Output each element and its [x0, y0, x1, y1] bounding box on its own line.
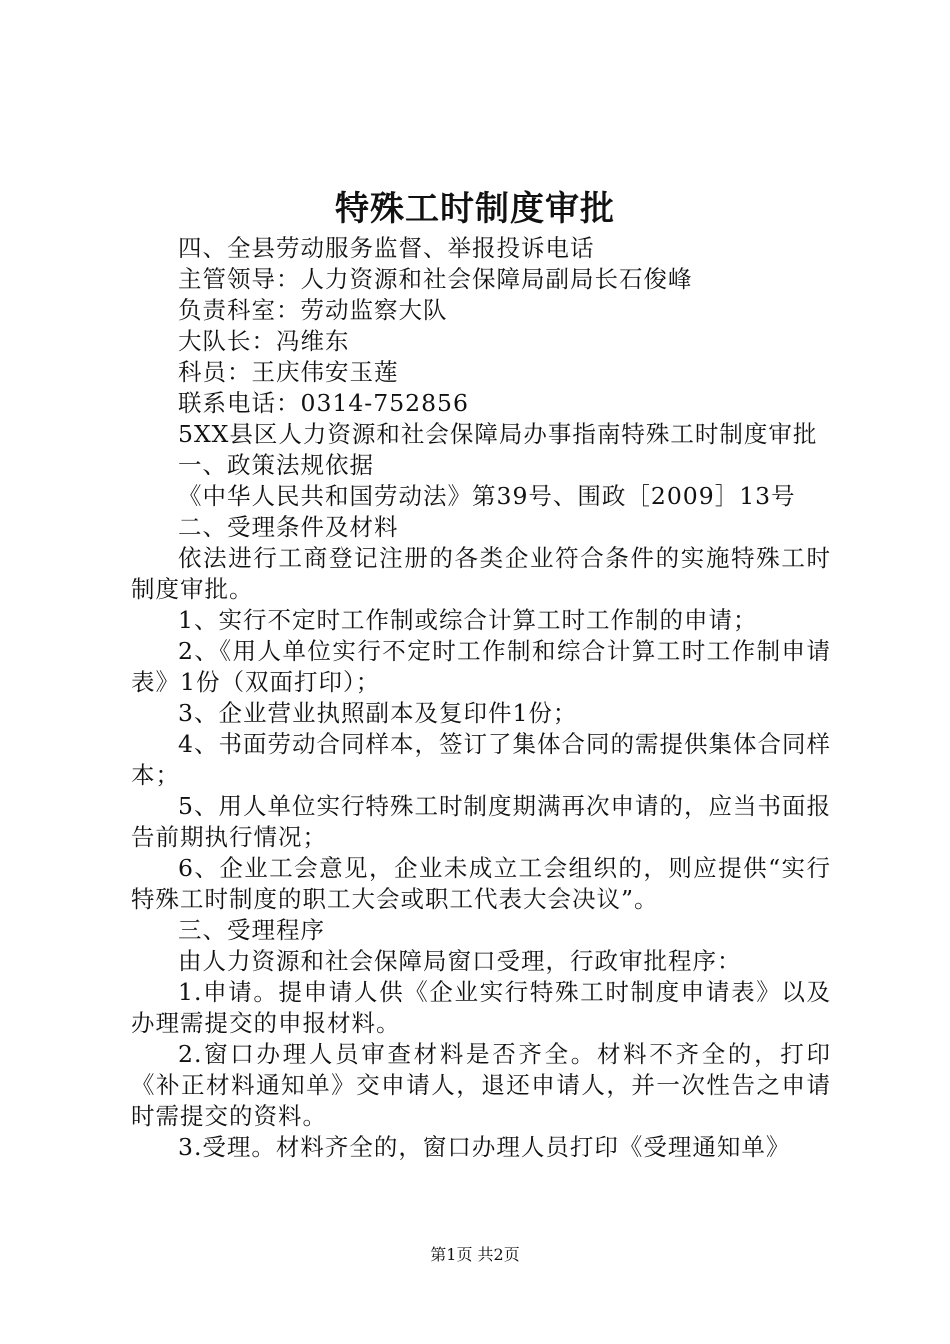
- paragraph: 《中华人民共和国劳动法》第39号、围政［2009］13号: [178, 482, 796, 510]
- paragraph: 依法进行工商登记注册的各类企业符合条件的实施特殊工时制度审批。: [131, 544, 831, 603]
- paragraph: 科员：王庆伟安玉莲: [178, 358, 399, 386]
- paragraph: 由人力资源和社会保障局窗口受理，行政审批程序：: [178, 947, 742, 975]
- paragraph: 一、政策法规依据: [178, 451, 374, 479]
- paragraph: 1、实行不定时工作制或综合计算工时工作制的申请；: [178, 606, 758, 634]
- paragraph: 主管领导：人力资源和社会保障局副局长石俊峰: [178, 265, 693, 293]
- paragraph: 二、受理条件及材料: [178, 513, 399, 541]
- paragraph: 负责科室：劳动监察大队: [178, 296, 448, 324]
- paragraph: 3.受理。材料齐全的，窗口办理人员打印《受理通知单》: [178, 1133, 791, 1161]
- paragraph: 3、企业营业执照副本及复印件1份；: [178, 699, 578, 727]
- paragraph: 2.窗口办理人员审查材料是否齐全。材料不齐全的，打印《补正材料通知单》交申请人，退还申请人，并一次性告之申请时需提交的资料。: [131, 1040, 831, 1130]
- paragraph: 5、用人单位实行特殊工时制度期满再次申请的，应当书面报告前期执行情况；: [131, 792, 831, 851]
- page-footer: 第1页 共2页: [430, 1245, 520, 1264]
- document-body: [131, 233, 831, 1163]
- paragraph: 1.申请。提申请人供《企业实行特殊工时制度申请表》以及办理需提交的申报材料。: [131, 978, 831, 1037]
- paragraph: 四、全县劳动服务监督、举报投诉电话: [178, 234, 595, 262]
- paragraph: 联系电话：0314-752856: [178, 389, 469, 417]
- paragraph: 三、受理程序: [178, 916, 325, 944]
- paragraph: 6、企业工会意见，企业未成立工会组织的，则应提供“实行特殊工时制度的职工大会或职工代表大会决议”。: [131, 854, 831, 913]
- paragraph: 大队长：冯维东: [178, 327, 350, 355]
- document-title: 特殊工时制度审批: [335, 189, 615, 229]
- paragraph: 4、书面劳动合同样本，签订了集体合同的需提供集体合同样本；: [131, 730, 831, 789]
- paragraph: 2、《用人单位实行不定时工作制和综合计算工时工作制申请表》1份（双面打印）；: [131, 637, 831, 696]
- paragraph: 5XX县区人力资源和社会保障局办事指南特殊工时制度审批: [178, 420, 818, 448]
